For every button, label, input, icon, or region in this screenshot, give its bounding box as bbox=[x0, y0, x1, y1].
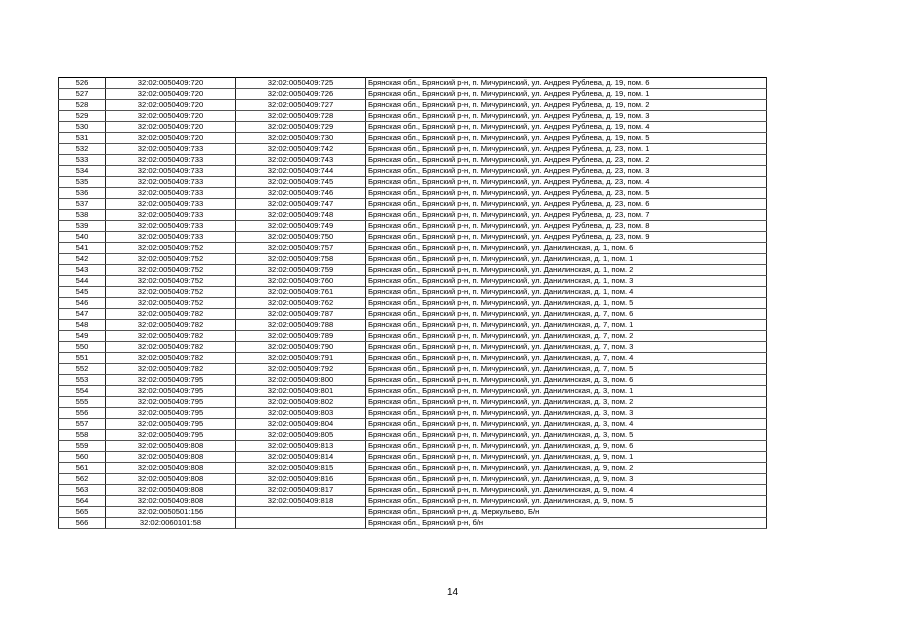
address-cell: Брянская обл., Брянский р-н, п. Мичуринский, ул. Данилинская, д. 1, пом. 6 bbox=[366, 243, 767, 254]
table-row bbox=[59, 287, 767, 298]
address-cell: Брянская обл., Брянский р-н, п. Мичуринский, ул. Данилинская, д. 3, пом. 5 bbox=[366, 430, 767, 441]
page-number: 14 bbox=[446, 587, 459, 598]
address-cell: Брянская обл., Брянский р-н, п. Мичуринский, ул. Андрея Рублева, д. 19, пом. 4 bbox=[366, 122, 767, 133]
table-row bbox=[59, 342, 767, 353]
row-number-cell: 551 bbox=[59, 353, 106, 364]
parent-cadastral-cell: 32:02:0050409:733 bbox=[106, 155, 236, 166]
address-cell: Брянская обл., Брянский р-н, п. Мичуринский, ул. Данилинская, д. 1, пом. 5 bbox=[366, 298, 767, 309]
address-cell: Брянская обл., Брянский р-н, п. Мичуринский, ул. Данилинская, д. 9, пом. 3 bbox=[366, 474, 767, 485]
table-row bbox=[59, 320, 767, 331]
cadastral-number-cell: 32:02:0050409:749 bbox=[236, 221, 366, 232]
row-number-cell: 564 bbox=[59, 496, 106, 507]
cadastral-number-cell: 32:02:0050409:761 bbox=[236, 287, 366, 298]
table-row bbox=[59, 474, 767, 485]
row-number-cell: 532 bbox=[59, 144, 106, 155]
address-cell: Брянская обл., Брянский р-н, п. Мичуринский, ул. Данилинская, д. 1, пом. 3 bbox=[366, 276, 767, 287]
row-number-cell: 528 bbox=[59, 100, 106, 111]
table-row bbox=[59, 155, 767, 166]
table-row bbox=[59, 496, 767, 507]
row-number-cell: 562 bbox=[59, 474, 106, 485]
address-cell: Брянская обл., Брянский р-н, д. Меркульево, Б/н bbox=[366, 507, 767, 518]
parent-cadastral-cell: 32:02:0050501:156 bbox=[106, 507, 236, 518]
address-cell: Брянская обл., Брянский р-н, п. Мичуринский, ул. Андрея Рублева, д. 19, пом. 6 bbox=[366, 78, 767, 89]
cadastral-number-cell: 32:02:0050409:750 bbox=[236, 232, 366, 243]
parent-cadastral-cell: 32:02:0050409:733 bbox=[106, 221, 236, 232]
row-number-cell: 526 bbox=[59, 78, 106, 89]
address-cell: Брянская обл., Брянский р-н, б/н bbox=[366, 518, 767, 529]
row-number-cell: 548 bbox=[59, 320, 106, 331]
row-number-cell: 545 bbox=[59, 287, 106, 298]
cadastral-number-cell: 32:02:0050409:790 bbox=[236, 342, 366, 353]
row-number-cell: 549 bbox=[59, 331, 106, 342]
cadastral-number-cell: 32:02:0050409:814 bbox=[236, 452, 366, 463]
table-row bbox=[59, 177, 767, 188]
address-cell: Брянская обл., Брянский р-н, п. Мичуринский, ул. Данилинская, д. 9, пом. 1 bbox=[366, 452, 767, 463]
row-number-cell: 529 bbox=[59, 111, 106, 122]
row-number-cell: 566 bbox=[59, 518, 106, 529]
row-number-cell: 558 bbox=[59, 430, 106, 441]
table-body bbox=[59, 78, 767, 529]
cadastral-number-cell: 32:02:0050409:792 bbox=[236, 364, 366, 375]
address-cell: Брянская обл., Брянский р-н, п. Мичуринский, ул. Андрея Рублева, д. 23, пом. 2 bbox=[366, 155, 767, 166]
parent-cadastral-cell: 32:02:0050409:795 bbox=[106, 386, 236, 397]
table-row bbox=[59, 210, 767, 221]
parent-cadastral-cell: 32:02:0050409:720 bbox=[106, 111, 236, 122]
address-cell: Брянская обл., Брянский р-н, п. Мичуринский, ул. Андрея Рублева, д. 23, пом. 1 bbox=[366, 144, 767, 155]
cadastral-number-cell: 32:02:0050409:789 bbox=[236, 331, 366, 342]
address-cell: Брянская обл., Брянский р-н, п. Мичуринский, ул. Данилинская, д. 3, пом. 3 bbox=[366, 408, 767, 419]
parent-cadastral-cell: 32:02:0050409:733 bbox=[106, 188, 236, 199]
row-number-cell: 534 bbox=[59, 166, 106, 177]
address-cell: Брянская обл., Брянский р-н, п. Мичуринский, ул. Данилинская, д. 9, пом. 5 bbox=[366, 496, 767, 507]
address-cell: Брянская обл., Брянский р-н, п. Мичуринский, ул. Андрея Рублева, д. 23, пом. 5 bbox=[366, 188, 767, 199]
address-cell: Брянская обл., Брянский р-н, п. Мичуринский, ул. Андрея Рублева, д. 23, пом. 3 bbox=[366, 166, 767, 177]
row-number-cell: 556 bbox=[59, 408, 106, 419]
table-row bbox=[59, 353, 767, 364]
cadastral-number-cell: 32:02:0050409:801 bbox=[236, 386, 366, 397]
table-row bbox=[59, 243, 767, 254]
cadastral-table bbox=[58, 77, 767, 529]
cadastral-number-cell: 32:02:0050409:727 bbox=[236, 100, 366, 111]
row-number-cell: 537 bbox=[59, 199, 106, 210]
row-number-cell: 544 bbox=[59, 276, 106, 287]
table-row bbox=[59, 188, 767, 199]
cadastral-number-cell: 32:02:0050409:815 bbox=[236, 463, 366, 474]
cadastral-number-cell: 32:02:0050409:805 bbox=[236, 430, 366, 441]
parent-cadastral-cell: 32:02:0050409:808 bbox=[106, 485, 236, 496]
cadastral-number-cell: 32:02:0050409:759 bbox=[236, 265, 366, 276]
table-row bbox=[59, 375, 767, 386]
table-row bbox=[59, 441, 767, 452]
row-number-cell: 530 bbox=[59, 122, 106, 133]
parent-cadastral-cell: 32:02:0050409:808 bbox=[106, 496, 236, 507]
table-row bbox=[59, 254, 767, 265]
table-row bbox=[59, 232, 767, 243]
row-number-cell: 560 bbox=[59, 452, 106, 463]
parent-cadastral-cell: 32:02:0050409:808 bbox=[106, 463, 236, 474]
parent-cadastral-cell: 32:02:0050409:720 bbox=[106, 122, 236, 133]
parent-cadastral-cell: 32:02:0060101:58 bbox=[106, 518, 236, 529]
table-row bbox=[59, 485, 767, 496]
parent-cadastral-cell: 32:02:0050409:733 bbox=[106, 232, 236, 243]
cadastral-number-cell: 32:02:0050409:728 bbox=[236, 111, 366, 122]
table-row bbox=[59, 518, 767, 529]
cadastral-number-cell: 32:02:0050409:791 bbox=[236, 353, 366, 364]
table-row bbox=[59, 78, 767, 89]
parent-cadastral-cell: 32:02:0050409:720 bbox=[106, 89, 236, 100]
parent-cadastral-cell: 32:02:0050409:720 bbox=[106, 133, 236, 144]
cadastral-number-cell: 32:02:0050409:744 bbox=[236, 166, 366, 177]
table-row bbox=[59, 265, 767, 276]
row-number-cell: 563 bbox=[59, 485, 106, 496]
row-number-cell: 540 bbox=[59, 232, 106, 243]
parent-cadastral-cell: 32:02:0050409:782 bbox=[106, 309, 236, 320]
row-number-cell: 552 bbox=[59, 364, 106, 375]
cadastral-number-cell: 32:02:0050409:804 bbox=[236, 419, 366, 430]
address-cell: Брянская обл., Брянский р-н, п. Мичуринский, ул. Андрея Рублева, д. 23, пом. 6 bbox=[366, 199, 767, 210]
row-number-cell: 542 bbox=[59, 254, 106, 265]
cadastral-number-cell: 32:02:0050409:800 bbox=[236, 375, 366, 386]
row-number-cell: 555 bbox=[59, 397, 106, 408]
row-number-cell: 565 bbox=[59, 507, 106, 518]
parent-cadastral-cell: 32:02:0050409:733 bbox=[106, 166, 236, 177]
table-row bbox=[59, 463, 767, 474]
parent-cadastral-cell: 32:02:0050409:782 bbox=[106, 331, 236, 342]
table-row bbox=[59, 199, 767, 210]
parent-cadastral-cell: 32:02:0050409:752 bbox=[106, 265, 236, 276]
table-row bbox=[59, 408, 767, 419]
cadastral-number-cell: 32:02:0050409:816 bbox=[236, 474, 366, 485]
row-number-cell: 547 bbox=[59, 309, 106, 320]
address-cell: Брянская обл., Брянский р-н, п. Мичуринский, ул. Данилинская, д. 7, пом. 2 bbox=[366, 331, 767, 342]
row-number-cell: 550 bbox=[59, 342, 106, 353]
cadastral-number-cell: 32:02:0050409:760 bbox=[236, 276, 366, 287]
parent-cadastral-cell: 32:02:0050409:782 bbox=[106, 364, 236, 375]
address-cell: Брянская обл., Брянский р-н, п. Мичуринский, ул. Данилинская, д. 1, пом. 2 bbox=[366, 265, 767, 276]
address-cell: Брянская обл., Брянский р-н, п. Мичуринский, ул. Данилинская, д. 1, пом. 4 bbox=[366, 287, 767, 298]
parent-cadastral-cell: 32:02:0050409:752 bbox=[106, 298, 236, 309]
cadastral-number-cell: 32:02:0050409:746 bbox=[236, 188, 366, 199]
address-cell: Брянская обл., Брянский р-н, п. Мичуринский, ул. Данилинская, д. 3, пом. 1 bbox=[366, 386, 767, 397]
address-cell: Брянская обл., Брянский р-н, п. Мичуринский, ул. Данилинская, д. 7, пом. 4 bbox=[366, 353, 767, 364]
parent-cadastral-cell: 32:02:0050409:795 bbox=[106, 408, 236, 419]
table-row bbox=[59, 111, 767, 122]
cadastral-number-cell: 32:02:0050409:817 bbox=[236, 485, 366, 496]
row-number-cell: 539 bbox=[59, 221, 106, 232]
cadastral-number-cell bbox=[236, 507, 366, 518]
cadastral-number-cell: 32:02:0050409:787 bbox=[236, 309, 366, 320]
address-cell: Брянская обл., Брянский р-н, п. Мичуринский, ул. Данилинская, д. 7, пом. 3 bbox=[366, 342, 767, 353]
cadastral-number-cell: 32:02:0050409:803 bbox=[236, 408, 366, 419]
row-number-cell: 531 bbox=[59, 133, 106, 144]
address-cell: Брянская обл., Брянский р-н, п. Мичуринский, ул. Андрея Рублева, д. 19, пом. 3 bbox=[366, 111, 767, 122]
row-number-cell: 559 bbox=[59, 441, 106, 452]
table-row bbox=[59, 133, 767, 144]
table-row bbox=[59, 452, 767, 463]
cadastral-number-cell: 32:02:0050409:788 bbox=[236, 320, 366, 331]
table-row bbox=[59, 144, 767, 155]
parent-cadastral-cell: 32:02:0050409:782 bbox=[106, 342, 236, 353]
cadastral-number-cell: 32:02:0050409:802 bbox=[236, 397, 366, 408]
row-number-cell: 553 bbox=[59, 375, 106, 386]
row-number-cell: 557 bbox=[59, 419, 106, 430]
parent-cadastral-cell: 32:02:0050409:733 bbox=[106, 199, 236, 210]
table-row bbox=[59, 221, 767, 232]
parent-cadastral-cell: 32:02:0050409:795 bbox=[106, 430, 236, 441]
address-cell: Брянская обл., Брянский р-н, п. Мичуринский, ул. Андрея Рублева, д. 19, пом. 5 bbox=[366, 133, 767, 144]
parent-cadastral-cell: 32:02:0050409:808 bbox=[106, 441, 236, 452]
cadastral-number-cell: 32:02:0050409:725 bbox=[236, 78, 366, 89]
table-row bbox=[59, 100, 767, 111]
cadastral-number-cell: 32:02:0050409:726 bbox=[236, 89, 366, 100]
cadastral-number-cell: 32:02:0050409:745 bbox=[236, 177, 366, 188]
cadastral-number-cell: 32:02:0050409:729 bbox=[236, 122, 366, 133]
row-number-cell: 543 bbox=[59, 265, 106, 276]
table-row bbox=[59, 386, 767, 397]
table-row bbox=[59, 430, 767, 441]
address-cell: Брянская обл., Брянский р-н, п. Мичуринский, ул. Данилинская, д. 7, пом. 5 bbox=[366, 364, 767, 375]
parent-cadastral-cell: 32:02:0050409:733 bbox=[106, 144, 236, 155]
address-cell: Брянская обл., Брянский р-н, п. Мичуринский, ул. Андрея Рублева, д. 23, пом. 7 bbox=[366, 210, 767, 221]
parent-cadastral-cell: 32:02:0050409:752 bbox=[106, 243, 236, 254]
parent-cadastral-cell: 32:02:0050409:720 bbox=[106, 78, 236, 89]
address-cell: Брянская обл., Брянский р-н, п. Мичуринский, ул. Данилинская, д. 7, пом. 6 bbox=[366, 309, 767, 320]
table-row bbox=[59, 298, 767, 309]
row-number-cell: 535 bbox=[59, 177, 106, 188]
row-number-cell: 538 bbox=[59, 210, 106, 221]
parent-cadastral-cell: 32:02:0050409:795 bbox=[106, 419, 236, 430]
table-row bbox=[59, 419, 767, 430]
parent-cadastral-cell: 32:02:0050409:720 bbox=[106, 100, 236, 111]
table-row bbox=[59, 331, 767, 342]
parent-cadastral-cell: 32:02:0050409:733 bbox=[106, 177, 236, 188]
address-cell: Брянская обл., Брянский р-н, п. Мичуринский, ул. Андрея Рублева, д. 23, пом. 9 bbox=[366, 232, 767, 243]
cadastral-number-cell: 32:02:0050409:730 bbox=[236, 133, 366, 144]
table-row bbox=[59, 276, 767, 287]
address-cell: Брянская обл., Брянский р-н, п. Мичуринский, ул. Данилинская, д. 9, пом. 2 bbox=[366, 463, 767, 474]
row-number-cell: 536 bbox=[59, 188, 106, 199]
table-row bbox=[59, 507, 767, 518]
address-cell: Брянская обл., Брянский р-н, п. Мичуринский, ул. Андрея Рублева, д. 23, пом. 4 bbox=[366, 177, 767, 188]
row-number-cell: 546 bbox=[59, 298, 106, 309]
cadastral-number-cell: 32:02:0050409:758 bbox=[236, 254, 366, 265]
table-row bbox=[59, 122, 767, 133]
table-row bbox=[59, 397, 767, 408]
parent-cadastral-cell: 32:02:0050409:752 bbox=[106, 254, 236, 265]
address-cell: Брянская обл., Брянский р-н, п. Мичуринский, ул. Данилинская, д. 7, пом. 1 bbox=[366, 320, 767, 331]
parent-cadastral-cell: 32:02:0050409:752 bbox=[106, 287, 236, 298]
address-cell: Брянская обл., Брянский р-н, п. Мичуринский, ул. Данилинская, д. 3, пом. 6 bbox=[366, 375, 767, 386]
parent-cadastral-cell: 32:02:0050409:808 bbox=[106, 452, 236, 463]
address-cell: Брянская обл., Брянский р-н, п. Мичуринский, ул. Андрея Рублева, д. 19, пом. 2 bbox=[366, 100, 767, 111]
parent-cadastral-cell: 32:02:0050409:795 bbox=[106, 397, 236, 408]
address-cell: Брянская обл., Брянский р-н, п. Мичуринский, ул. Андрея Рублева, д. 23, пом. 8 bbox=[366, 221, 767, 232]
address-cell: Брянская обл., Брянский р-н, п. Мичуринский, ул. Данилинская, д. 3, пом. 4 bbox=[366, 419, 767, 430]
parent-cadastral-cell: 32:02:0050409:808 bbox=[106, 474, 236, 485]
cadastral-number-cell: 32:02:0050409:743 bbox=[236, 155, 366, 166]
cadastral-number-cell: 32:02:0050409:762 bbox=[236, 298, 366, 309]
parent-cadastral-cell: 32:02:0050409:782 bbox=[106, 353, 236, 364]
table-row bbox=[59, 89, 767, 100]
row-number-cell: 554 bbox=[59, 386, 106, 397]
cadastral-number-cell: 32:02:0050409:813 bbox=[236, 441, 366, 452]
table-row bbox=[59, 166, 767, 177]
cadastral-number-cell: 32:02:0050409:748 bbox=[236, 210, 366, 221]
parent-cadastral-cell: 32:02:0050409:795 bbox=[106, 375, 236, 386]
cadastral-number-cell: 32:02:0050409:818 bbox=[236, 496, 366, 507]
cadastral-number-cell bbox=[236, 518, 366, 529]
cadastral-number-cell: 32:02:0050409:742 bbox=[236, 144, 366, 155]
row-number-cell: 561 bbox=[59, 463, 106, 474]
parent-cadastral-cell: 32:02:0050409:752 bbox=[106, 276, 236, 287]
address-cell: Брянская обл., Брянский р-н, п. Мичуринский, ул. Андрея Рублева, д. 19, пом. 1 bbox=[366, 89, 767, 100]
cadastral-number-cell: 32:02:0050409:757 bbox=[236, 243, 366, 254]
parent-cadastral-cell: 32:02:0050409:782 bbox=[106, 320, 236, 331]
address-cell: Брянская обл., Брянский р-н, п. Мичуринский, ул. Данилинская, д. 3, пом. 2 bbox=[366, 397, 767, 408]
row-number-cell: 541 bbox=[59, 243, 106, 254]
row-number-cell: 533 bbox=[59, 155, 106, 166]
parent-cadastral-cell: 32:02:0050409:733 bbox=[106, 210, 236, 221]
row-number-cell: 527 bbox=[59, 89, 106, 100]
address-cell: Брянская обл., Брянский р-н, п. Мичуринский, ул. Данилинская, д. 1, пом. 1 bbox=[366, 254, 767, 265]
cadastral-number-cell: 32:02:0050409:747 bbox=[236, 199, 366, 210]
address-cell: Брянская обл., Брянский р-н, п. Мичуринский, ул. Данилинская, д. 9, пом. 6 bbox=[366, 441, 767, 452]
table-row bbox=[59, 364, 767, 375]
address-cell: Брянская обл., Брянский р-н, п. Мичуринский, ул. Данилинская, д. 9, пом. 4 bbox=[366, 485, 767, 496]
table-row bbox=[59, 309, 767, 320]
